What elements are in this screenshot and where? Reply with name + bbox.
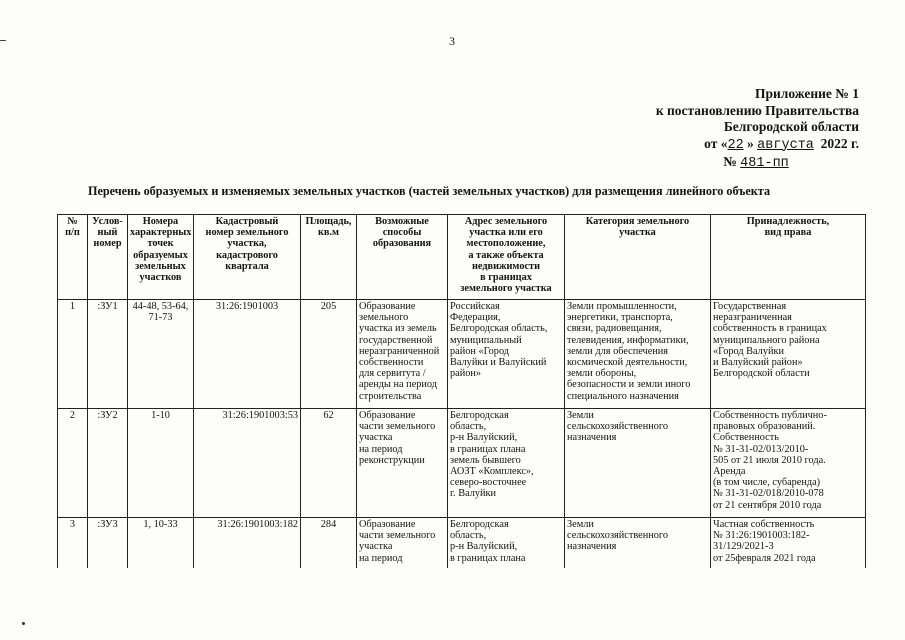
table-header-row — [58, 215, 866, 300]
header-cell: Адрес земельного участка или его местоположение, а также объекта недвижимости в границах земельного участка — [448, 215, 565, 300]
conditional-number-cell: :ЗУ3 — [88, 518, 128, 569]
category-cell: Земли промышленности, энергетики, транспорта, связи, радиовещания, телевидения, информатики, земли для обеспечения космической деятельности, земли обороны, безопасности и земли иного специального назначения — [565, 300, 711, 409]
date-year: 2022 г. — [820, 135, 859, 151]
conditional-number-cell: :ЗУ2 — [88, 409, 128, 518]
table-row — [58, 409, 866, 518]
address-cell: Российская Федерация, Белгородская область, муниципальный район «Город Валуйки и Валуйский район» — [448, 300, 565, 409]
formation-method-cell: Образование части земельного участка на период — [357, 518, 448, 569]
conditional-number-cell: :ЗУ1 — [88, 300, 128, 409]
parcels-table — [57, 214, 866, 568]
cadastral-number-cell: 31:26:1901003:182 — [194, 518, 301, 569]
address-cell: Белгородская область, р-н Валуйский, в границах плана земель бывшего АОЗТ «Комплекс», северо-восточнее г. Валуйки — [448, 409, 565, 518]
cadastral-number-cell: 31:26:1901003:53 — [194, 409, 301, 518]
appendix-title: Приложение № 1 — [755, 86, 859, 101]
appendix-resolution: к постановлению Правительства — [655, 102, 859, 118]
formation-method-cell: Образование земельного участка из земель государственной неразграниченной собственности для сервитута / аренды на период строительства — [357, 300, 448, 409]
appendix-number: № 481-пп — [723, 154, 789, 171]
points-cell: 44-48, 53-64, 71-73 — [128, 300, 194, 409]
header-cell: Площадь, кв.м — [301, 215, 357, 300]
row-number-cell: 3 — [58, 518, 88, 569]
date-month: августа — [757, 137, 814, 153]
header-cell: Принадлежность, вид права — [711, 215, 866, 300]
header-cell: Категория земельного участка — [565, 215, 711, 300]
formation-method-cell: Образование части земельного участка на период реконструкции — [357, 409, 448, 518]
points-cell: 1, 10-33 — [128, 518, 194, 569]
address-cell: Белгородская область, р-н Валуйский, в границах плана — [448, 518, 565, 569]
resolution-number: 481-пп — [740, 156, 789, 171]
ownership-cell: Собственность публично- правовых образований. Собственность № 31-31-02/013/2010- 505 от 21 июля 2010 года. Аренда (в том числе, субаренда) № 31-31-02/018/2010-078 от 21 сентября 2010 года — [711, 409, 866, 518]
margin-mark — [0, 40, 6, 41]
table-row — [58, 518, 866, 569]
table-row — [58, 300, 866, 409]
header-cell: Номера характерных точек образуемых земельных участков — [128, 215, 194, 300]
scan-dot — [22, 622, 25, 625]
row-number-cell: 1 — [58, 300, 88, 409]
ownership-cell: Частная собственность № 31:26:1901003:182- 31/129/2021-3 от 25февраля 2021 года — [711, 518, 866, 569]
date-day: 22 — [727, 137, 744, 153]
category-cell: Земли сельскохозяйственного назначения — [565, 518, 711, 569]
header-cell: Услов- ный номер — [88, 215, 128, 300]
area-cell: 284 — [301, 518, 357, 569]
points-cell: 1-10 — [128, 409, 194, 518]
document-title: Перечень образуемых и изменяемых земельных участков (частей земельных участков) для размещения линейного объекта — [88, 184, 771, 198]
page-number: 3 — [449, 34, 455, 48]
area-cell: 62 — [301, 409, 357, 518]
header-cell: № п/п — [58, 215, 88, 300]
cadastral-number-cell: 31:26:1901003 — [194, 300, 301, 409]
category-cell: Земли сельскохозяйственного назначения — [565, 409, 711, 518]
ownership-cell: Государственная неразграниченная собственность в границах муниципального района «Город Валуйки и Валуйский район» Белгородской области — [711, 300, 866, 409]
appendix-header — [579, 86, 859, 173]
row-number-cell: 2 — [58, 409, 88, 518]
header-cell: Возможные способы образования — [357, 215, 448, 300]
appendix-date: от «22 » августа 2022 г. — [704, 135, 859, 153]
area-cell: 205 — [301, 300, 357, 409]
header-cell: Кадастровый номер земельного участка, кадастрового квартала — [194, 215, 301, 300]
appendix-region: Белгородской области — [723, 119, 859, 134]
